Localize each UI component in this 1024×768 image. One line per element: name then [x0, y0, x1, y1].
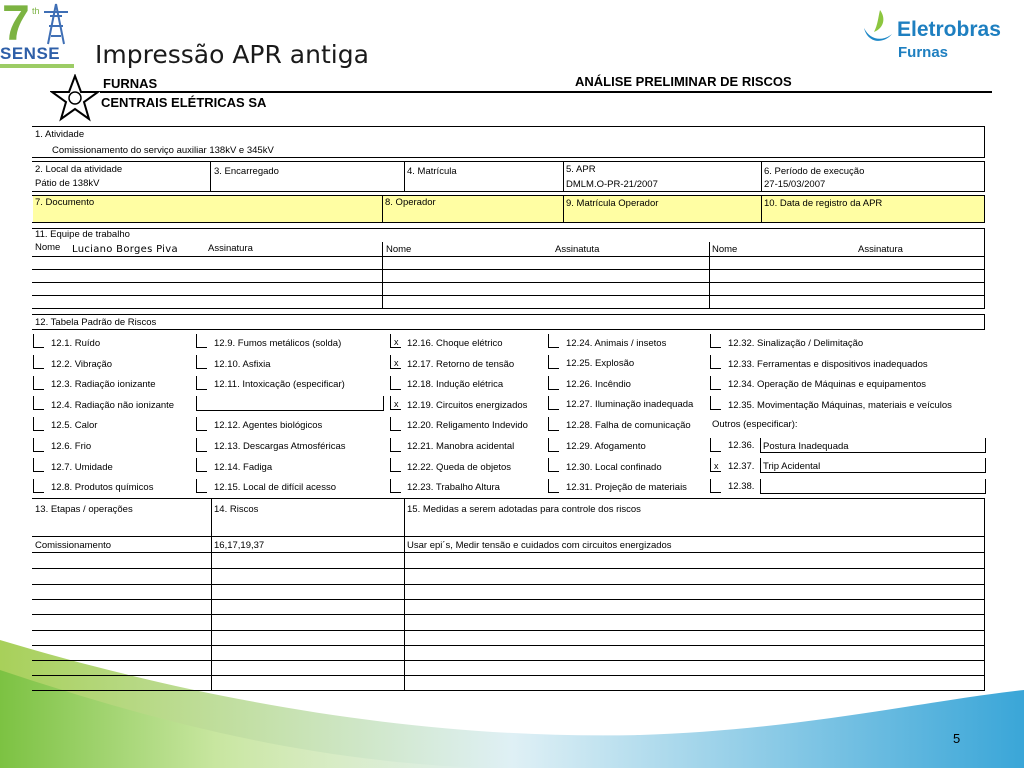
risk-checkbox[interactable] [33, 479, 44, 493]
risk-label: 12.24. Animais / insetos [566, 338, 667, 349]
risk-label: 12.25. Explosão [566, 358, 635, 369]
risk-label: 12.22. Queda de objetos [407, 462, 512, 473]
risk-label: 12.30. Local confinado [566, 462, 662, 473]
risk-checkbox[interactable] [390, 458, 401, 472]
risk-label: 12.3. Radiação ionizante [51, 379, 156, 390]
risk-label: 12.10. Asfixia [214, 359, 271, 370]
risk-checkbox[interactable] [33, 334, 44, 348]
risk-checkbox[interactable] [710, 334, 721, 348]
risk-label: 12.17. Retorno de tensão [407, 359, 515, 370]
risk-label: 12.13. Descargas Atmosféricas [214, 441, 346, 452]
risk-label: 12.1. Ruído [51, 338, 101, 349]
matricula-label: 4. Matrícula [407, 166, 457, 177]
risk-checkbox[interactable] [548, 417, 559, 431]
eletrobras-logo [860, 6, 1010, 66]
check-mark-retorno: x [394, 358, 399, 368]
equipe-member-name[interactable]: Luciano Borges Piva [72, 244, 178, 255]
risk-checkbox[interactable] [710, 438, 721, 452]
tower-icon [40, 2, 72, 46]
eletrobras-name: Eletrobras [897, 18, 1001, 41]
medidas-value[interactable]: Usar epi´s, Medir tensão e cuidados com circuitos energizados [407, 540, 672, 551]
operador-label: 8. Operador [385, 197, 436, 208]
form-title: ANÁLISE PRELIMINAR DE RISCOS [575, 74, 792, 89]
risk-checkbox[interactable] [196, 376, 207, 390]
risk-label: 12.19. Circuitos energizados [407, 400, 528, 411]
risk-checkbox[interactable] [548, 479, 559, 493]
equipe-label: 11. Equipe de trabalho [35, 229, 130, 240]
sense-underline [0, 64, 74, 68]
risk-checkbox[interactable] [548, 438, 559, 452]
atividade-label: 1. Atividade [35, 129, 85, 140]
eletrobras-leaf-icon [860, 8, 894, 48]
medidas-label: 15. Medidas a serem adotadas para controle dos riscos [407, 504, 641, 515]
outros-spec-value: Postura Inadequada [763, 441, 849, 452]
header-rule [100, 91, 992, 93]
risk-checkbox[interactable] [710, 355, 721, 369]
risk-label: 12.20. Religamento Indevido [407, 420, 528, 431]
risk-label: 12.35. Movimentação Máquinas, materiais e veículos [728, 400, 952, 411]
local-value[interactable]: Pátio de 138kV [35, 178, 100, 189]
risk-label: 12.4. Radiação não ionizante [51, 400, 175, 411]
risk-label: 12.7. Umidade [51, 462, 113, 473]
nome-header-3: Nome [712, 244, 738, 255]
risk-label: 12.29. Afogamento [566, 441, 646, 452]
etapa-value[interactable]: Comissionamento [35, 540, 112, 551]
riscos-label: 14. Riscos [214, 504, 259, 515]
risk-checkbox[interactable] [390, 376, 401, 390]
periodo-label: 6. Período de execução [764, 166, 865, 177]
risk-label: 12.27. Iluminação inadequada [566, 399, 694, 410]
documento-label: 7. Documento [35, 197, 95, 208]
periodo-value[interactable]: 27-15/03/2007 [764, 179, 826, 190]
risk-label: 12.14. Fadiga [214, 462, 273, 473]
risk-checkbox[interactable] [710, 376, 721, 390]
slide-title: Impressão APR antiga [95, 40, 369, 69]
risk-checkbox[interactable] [196, 334, 207, 348]
check-mark-circuitos: x [394, 399, 399, 409]
sense-text: SENSE [0, 44, 61, 63]
risk-checkbox[interactable] [33, 458, 44, 472]
risk-checkbox[interactable] [33, 376, 44, 390]
etapas-label: 13. Etapas / operações [35, 504, 133, 515]
risk-label: 12.23. Trabalho Altura [407, 482, 500, 493]
nome-header-2: Nome [386, 244, 412, 255]
outros-spec-field[interactable] [760, 479, 986, 494]
risk-checkbox[interactable] [710, 396, 721, 410]
company-full-name: CENTRAIS ELÉTRICAS SA [101, 95, 267, 110]
atividade-value[interactable]: Comissionamento do serviço auxiliar 138kV e 345kV [52, 145, 274, 156]
risk-label: 12.8. Produtos químicos [51, 482, 154, 493]
risk-checkbox[interactable] [33, 396, 44, 410]
risk-checkbox[interactable] [196, 438, 207, 452]
risk-label: 12.15. Local de difícil acesso [214, 482, 336, 493]
risk-label: 12.18. Indução elétrica [407, 379, 504, 390]
risk-checkbox[interactable] [390, 438, 401, 452]
risk-checkbox[interactable] [196, 479, 207, 493]
risk-label: 12.28. Falha de comunicação [566, 420, 691, 431]
risk-label: 12.9. Fumos metálicos (solda) [214, 338, 342, 349]
outros-spec-value: Trip Acidental [763, 461, 821, 472]
sense-logo [0, 0, 78, 72]
risk-label: 12.26. Incêndio [566, 379, 631, 390]
risk-checkbox[interactable] [390, 479, 401, 493]
risk-label: 12.34. Operação de Máquinas e equipamentos [728, 379, 927, 390]
risk-checkbox[interactable] [548, 458, 559, 472]
tabela-label: 12. Tabela Padrão de Riscos [35, 317, 157, 328]
encarregado-label: 3. Encarregado [214, 166, 279, 177]
assinatura-header-2: Assinatuta [555, 244, 600, 255]
furnas-star-icon [50, 74, 100, 122]
apr-value[interactable]: DMLM.O-PR-21/2007 [566, 179, 658, 190]
data-registro-label: 10. Data de registro da APR [764, 198, 883, 209]
risk-label: 12.12. Agentes biológicos [214, 420, 323, 431]
risk-label: 12.16. Choque elétrico [407, 338, 503, 349]
assinatura-header-3: Assinatura [858, 244, 903, 255]
risk-checkbox[interactable] [33, 417, 44, 431]
nome-header-1: Nome [35, 242, 61, 253]
furnas-name: Furnas [898, 44, 949, 61]
matricula-operador-label: 9. Matrícula Operador [566, 198, 659, 209]
intoxicacao-spec-field[interactable] [196, 396, 384, 411]
risk-label: 12.21. Manobra acidental [407, 441, 515, 452]
assinatura-header-1: Assinatura [208, 243, 253, 254]
risk-checkbox[interactable] [196, 355, 207, 369]
risk-number: 12.38. [728, 481, 755, 492]
risk-label: 12.11. Intoxicação (especificar) [214, 379, 345, 390]
apr-label: 5. APR [566, 164, 596, 175]
check-mark-choque: x [394, 337, 399, 347]
risk-label: 12.33. Ferramentas e dispositivos inadequados [728, 359, 928, 370]
risk-label: 12.2. Vibração [51, 359, 113, 370]
risk-number: 12.37. [728, 461, 755, 472]
risk-checkbox[interactable] [548, 355, 559, 369]
risk-checkbox[interactable] [196, 417, 207, 431]
risk-label: 12.31. Projeção de materiais [566, 482, 687, 493]
risk-checkbox[interactable] [33, 355, 44, 369]
risk-checkbox[interactable] [710, 479, 721, 493]
risk-label: 12.6. Frio [51, 441, 92, 452]
sense-number: 7 [2, 0, 30, 51]
sense-sup: th [32, 6, 40, 16]
outros-label: Outros (especificar): [712, 419, 798, 430]
company-name: FURNAS [103, 76, 158, 91]
risk-checkbox[interactable] [33, 438, 44, 452]
risk-checkbox[interactable] [548, 396, 559, 410]
risk-label: 12.5. Calor [51, 420, 98, 431]
check-mark-trip: x [714, 461, 719, 471]
riscos-value[interactable]: 16,17,19,37 [214, 540, 265, 551]
risk-checkbox[interactable] [196, 458, 207, 472]
risk-checkbox[interactable] [390, 417, 401, 431]
risk-checkbox[interactable] [548, 334, 559, 348]
risk-label: 12.32. Sinalização / Delimitação [728, 338, 864, 349]
risk-checkbox[interactable] [548, 376, 559, 390]
page-number: 5 [953, 731, 961, 746]
risk-number: 12.36. [728, 440, 755, 451]
local-label: 2. Local da atividade [35, 164, 123, 175]
